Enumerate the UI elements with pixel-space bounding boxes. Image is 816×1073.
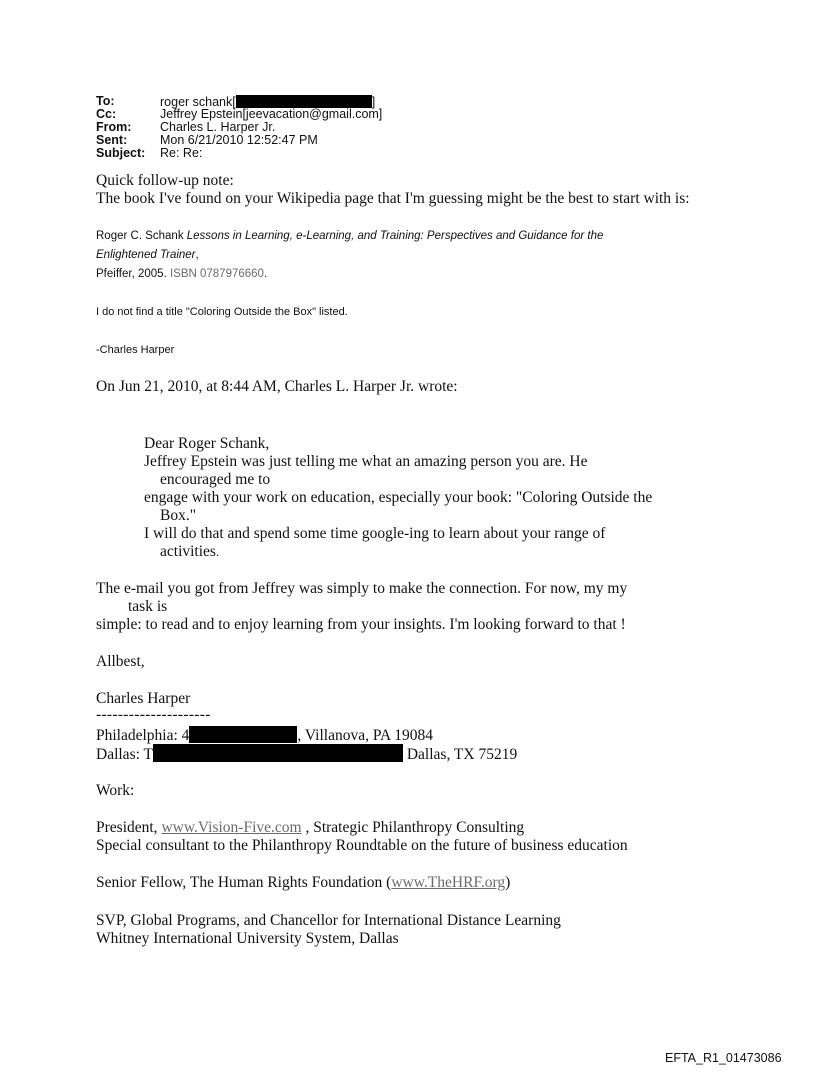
book-line2	[96, 248, 199, 262]
from-label: From:	[96, 120, 132, 134]
dallas-address: Dallas, TX 75219	[402, 746, 518, 763]
sent-label: Sent:	[96, 133, 128, 147]
subject-value: Re: Re:	[160, 146, 203, 160]
book-line1	[96, 229, 603, 243]
quoted-p1: Jeffrey Epstein was just telling me what an amazing person you are. He	[144, 453, 588, 470]
work-label: Work:	[96, 782, 135, 799]
document-id: EFTA_R1_01473086	[665, 1051, 782, 1065]
book-publisher: Pfeiffer, 2005.	[96, 268, 170, 280]
book-title-comma: ,	[195, 249, 199, 261]
quoted-p6-text: activities	[160, 543, 216, 560]
closing: Allbest,	[96, 653, 145, 670]
role1-suffix: , Strategic Philanthropy Consulting	[301, 819, 525, 836]
signature-name: Charles Harper	[96, 690, 191, 707]
role3-prefix: Senior Fellow, The Human Rights Foundation (	[96, 874, 392, 891]
from-value: Charles L. Harper Jr.	[160, 120, 276, 134]
to-bracket: ]	[371, 95, 376, 109]
to-label: To:	[96, 94, 115, 108]
followup-line1: Quick follow-up note:	[96, 172, 234, 189]
quoted-intro: On Jun 21, 2010, at 8:44 AM, Charles L. Harper Jr. wrote:	[96, 378, 458, 395]
redaction-block	[153, 744, 403, 762]
quoted-p3: engage with your work on education, especially your book: "Coloring Outside the	[144, 489, 653, 506]
cc-value: Jeffrey Epstein[jeevacation@gmail.com]	[160, 107, 383, 121]
cc-label: Cc:	[96, 107, 117, 121]
quoted-q3: simple: to read and to enjoy learning from your insights. I'm looking forward to that !	[96, 616, 626, 633]
quoted-q1: The e-mail you got from Jeffrey was simply to make the connection. For now, my my	[96, 580, 628, 597]
role-consultant: Special consultant to the Philanthropy Roundtable on the future of business education	[96, 837, 628, 854]
book-title-part1: Lessons in Learning, e-Learning, and Training: Perspectives and Guidance for the	[186, 230, 604, 242]
role1-prefix: President,	[96, 819, 162, 836]
role3-suffix: )	[505, 874, 511, 891]
book-pub-period: .	[263, 268, 268, 280]
subject-label: Subject:	[96, 146, 146, 160]
quoted-q2: task is	[128, 598, 168, 615]
philadelphia-label: Philadelphia: 4	[96, 727, 190, 744]
signature-divider: ---------------------	[96, 706, 211, 723]
vision-five-link[interactable]: www.Vision-Five.com	[161, 819, 302, 836]
role-president	[96, 819, 524, 837]
role-whitney: Whitney International University System, Dallas	[96, 930, 399, 947]
quoted-p6	[160, 543, 219, 561]
to-recipient: roger schank[	[160, 95, 236, 109]
book-title-part2: Enlightened Trainer	[96, 249, 196, 261]
philadelphia-address: , Villanova, PA 19084	[297, 727, 433, 744]
quoted-p4: Box."	[160, 507, 197, 524]
address-dallas	[96, 744, 517, 764]
quoted-p5: I will do that and spend some time google-ing to learn about your range of	[144, 525, 606, 542]
book-line3	[96, 267, 267, 281]
not-found-note: I do not find a title "Coloring Outside the Box" listed.	[96, 306, 348, 318]
address-philadelphia	[96, 726, 433, 745]
book-isbn: ISBN 0787976660	[169, 268, 264, 280]
role-svp: SVP, Global Programs, and Chancellor for International Distance Learning	[96, 912, 561, 929]
book-author: Roger C. Schank	[96, 230, 187, 242]
redaction-block	[189, 726, 297, 743]
thehrf-link[interactable]: www.TheHRF.org	[391, 874, 506, 891]
dallas-label: Dallas: T	[96, 746, 153, 763]
signoff: -Charles Harper	[96, 344, 175, 356]
quoted-p6-period: .	[215, 545, 220, 559]
quoted-greeting: Dear Roger Schank,	[144, 435, 270, 452]
role-senior-fellow	[96, 874, 510, 892]
sent-value: Mon 6/21/2010 12:52:47 PM	[160, 133, 318, 147]
quoted-p2: encouraged me to	[160, 471, 271, 488]
followup-line2: The book I've found on your Wikipedia page that I'm guessing might be the best to start with is:	[96, 190, 690, 207]
